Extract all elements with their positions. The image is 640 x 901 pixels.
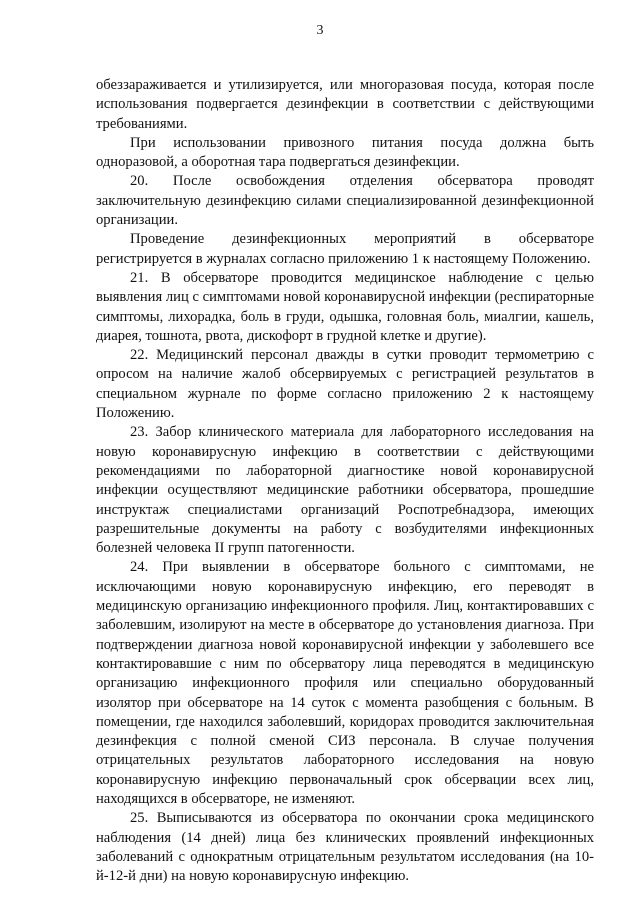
page-number: 3 [316,23,324,38]
paragraph-item-25: 25. Выписываются из обсерватора по окончании срока медицинского наблюдения (14 дней) лица без клинических проявлений инфекционных заболеваний с однократным отрицательным результатом исследования (на 10-й-12-й дни) на новую коронавирусную инфекцию. [96,810,594,885]
paragraph-item-20: 20. После освобождения отделения обсерватора проводят заключительную дезинфекцию силами специализированной дезинфекционной организации. [96,173,594,229]
paragraph-item-22: 22. Медицинский персонал дважды в сутки проводит термометрию с опросом на наличие жалоб обсервируемых с регистрацией результатов в специальном журнале по форме согласно приложению 2 к настоящему Положению. [96,347,594,422]
paragraph-continuation: обеззараживается и утилизируется, или многоразовая посуда, которая после использования подвергается дезинфекции в соответствии с действующими требованиями. [96,77,594,132]
paragraph-catering: При использовании привозного питания посуда должна быть одноразовой, а оборотная тара подвергаться дезинфекции. [96,134,594,171]
paragraph-item-24: 24. При выявлении в обсерваторе больного с симптомами, не исключающими новую коронавирусную инфекцию, его переводят в медицинскую организацию инфекционного профиля. Лиц, контактировавших с заболевшим, изолируют на месте в обсерваторе до установления диагноза. При подтверждении диагноза новой коронавирусной инфекции у заболевшего все контактировавшие с ним по обсерватору лица переводятся в медицинскую организацию инфекционного профиля или специально оборудованный изолятор при обсерваторе на 14 суток с момента разобщения с больным. В помещении, где находился заболевший, коридорах проводится заключительная дезинфекция с полной сменой СИЗ персонала. В случае получения отрицательных результатов лабораторного исследования на новую коронавирусную инфекцию первоначальный срок обсервации всех лиц, находящихся в обсерваторе, не изменяют. [96,559,594,807]
paragraph-item-23: 23. Забор клинического материала для лабораторного исследования на новую коронавирусную инфекцию в соответствии с действующими рекомендациями по лабораторной диагностике новой коронавирусной инфекции осуществляют медицинские работники обсерватора, прошедшие инструктаж специалистами организаций Роспотребнадзора, имеющих разрешительные документы на работу с возбудителями инфекционных болезней человека II групп патогенности. [96,424,594,557]
document-body [96,76,594,886]
paragraph-item-21: 21. В обсерваторе проводится медицинское наблюдение с целью выявления лиц с симптомами новой коронавирусной инфекции (респираторные симптомы, лихорадка, боль в груди, одышка, головная боль, миалгии, кашель, диарея, тошнота, рвота, дискофорт в грудной клетке и другие). [96,269,594,344]
paragraph-disinfection-log: Проведение дезинфекционных мероприятий в обсерваторе регистрируется в журналах согласно приложению 1 к настоящему Положению. [96,231,594,267]
